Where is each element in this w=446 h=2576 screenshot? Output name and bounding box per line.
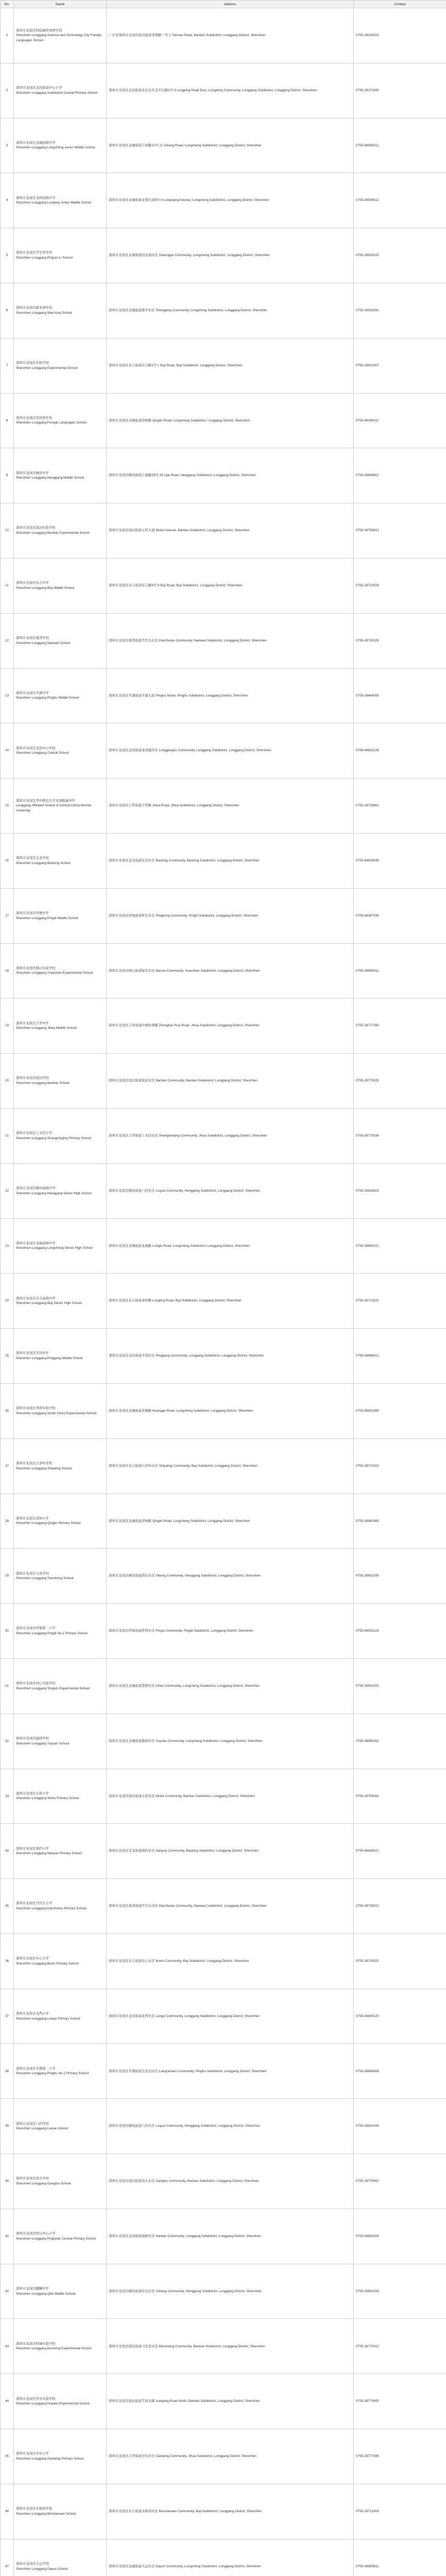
row-number: 8 bbox=[1, 393, 14, 448]
row-number: 36 bbox=[1, 1934, 14, 1989]
table-row bbox=[1, 2429, 446, 2484]
school-contact: 0755-28636912 bbox=[354, 448, 446, 503]
school-contact: 0755-28770025 bbox=[354, 1054, 446, 1109]
school-contact: 0755-84898012 bbox=[354, 1329, 446, 1384]
school-address: 深圳市龙岗区吉华街道吉华路 Jihua Road, Jihua Subdistrict, Longgang District, Shenzhen bbox=[107, 778, 354, 834]
row-number: 18 bbox=[1, 943, 14, 998]
school-contact: 0755-84831128 bbox=[354, 723, 446, 778]
table-row bbox=[1, 778, 446, 834]
table-row bbox=[1, 668, 446, 723]
row-number: 39 bbox=[1, 2099, 14, 2154]
row-number: 9 bbox=[1, 448, 14, 503]
school-address: 深圳市龙岗区宝龙街道南约社区 Nanyue Community, Baolong Subdistrict, Longgang District, Shenzhen bbox=[107, 1824, 354, 1879]
school-name: 深圳市龙岗区科城实验学校 Shenzhen Longgang Kecheng Experimental School bbox=[14, 2319, 107, 2374]
school-address: 深圳市龙岗区平湖街道平湖大街 Pinghu Street, Pinghu Subdistrict, Longgang District, Shenzhen bbox=[107, 668, 354, 723]
school-name: 深圳市龙岗区甘坑小学 Shenzhen Longgang Gankeng Primary School bbox=[14, 2429, 107, 2484]
row-number: 22 bbox=[1, 1163, 14, 1218]
school-name: 深圳市龙岗区南湾学校 Shenzhen Longgang Nanwan School bbox=[14, 613, 107, 668]
row-number: 24 bbox=[1, 1274, 14, 1329]
school-name: 深圳市龙岗区同心实验学校 Shenzhen Longgang Tongxin Experimental School bbox=[14, 1658, 107, 1714]
school-address: 深圳市龙岗区平湖街道良安田社区 Liang'antian Community, Pinghu Subdistrict, Longgang District, Shenzhen bbox=[107, 2044, 354, 2099]
table-row bbox=[1, 1108, 446, 1163]
school-contact: 0755-26220023 bbox=[354, 8, 446, 63]
school-name: 深圳市龙岗区横岗中学 Shenzhen Longgang Henggang Middle School bbox=[14, 448, 107, 503]
row-number: 43 bbox=[1, 2319, 14, 2374]
table-row bbox=[1, 338, 446, 393]
school-address: 深圳市龙岗区龙城街道龙福路 Longfu Road, Longcheng Subdistrict, Longgang District, Shenzhen bbox=[107, 1218, 354, 1274]
school-name: 深圳市龙岗区外国语学校 Shenzhen Longgang Foreign Languages School bbox=[14, 393, 107, 448]
row-number: 30 bbox=[1, 1604, 14, 1659]
school-address: 深圳市龙岗区布吉街道布吉路1号 1 Buji Road, Buji Subdistrict, Longgang District, Shenzhen bbox=[107, 338, 354, 393]
school-address: 深圳市龙岗区布吉街道石芽岭社区 Shiyaling Community, Buji Subdistrict, Longgang District, Shenzhen bbox=[107, 1438, 354, 1494]
table-row bbox=[1, 1879, 446, 1934]
row-number: 28 bbox=[1, 1494, 14, 1549]
school-name: 深圳市龙岗区坂田实验学校 Shenzhen Longgang Bantian Experimental School bbox=[14, 503, 107, 558]
row-number: 26 bbox=[1, 1383, 14, 1438]
school-name: 深圳市龙岗区坂田学校 Shenzhen Longgang Bantian School bbox=[14, 1054, 107, 1109]
row-number: 1 bbox=[1, 8, 14, 63]
school-address: 深圳市龙岗区龙城街道回龙埔社区 Huilongpu Community, Longcheng Subdistrict, Longgang District, Shenzhen bbox=[107, 228, 354, 283]
school-name: 深圳市龙岗区宝龙学校 Shenzhen Longgang Baolong School bbox=[14, 833, 107, 888]
school-contact: 0755-28759913 bbox=[354, 503, 446, 558]
school-contact: 0755-28777265 bbox=[354, 998, 446, 1054]
school-name: 深圳市龙岗区五和小学 Shenzhen Longgang Wuhe Primary School bbox=[14, 1769, 107, 1824]
school-address: 深圳市龙岗区龙岗街道龙西社区 Longxi Community, Longgang Subdistrict, Longgang District, Shenzhen bbox=[107, 1989, 354, 2044]
school-name: 深圳市龙岗区坪地第二小学 Shenzhen Longgang Pingdi No.2 Primary School bbox=[14, 1604, 107, 1659]
table-row bbox=[1, 1714, 446, 1769]
school-contact: 0755-28656011 bbox=[354, 943, 446, 998]
school-address: 深圳市龙岗区坂田街道岗头社区 Gangtou Community, Bantian Subdistrict, Longgang District, Shenzhen bbox=[107, 2154, 354, 2209]
school-address: 深圳市龙岗区布吉街道布心社区 Buxin Community, Buji Subdistrict, Longgang District, Shenzhen bbox=[107, 1934, 354, 1989]
school-name: 深圳市龙岗区丹竹头小学 Shenzhen Longgang Danzhutou Primary School bbox=[14, 1879, 107, 1934]
school-address: 深圳市龙岗区布吉街道布吉路8号 8 Buji Road, Buji Subdistrict, Longgang District, Shenzhen bbox=[107, 558, 354, 613]
school-address: 深圳市龙岗区坂田街道马安堂社区 Ma'antang Community, Bantian Subdistrict, Longgang District, Shenzhen bbox=[107, 2319, 354, 2374]
school-address: 深圳市龙岗区横岗街道西坑社区 Xikeng Community, Henggang Subdistrict, Longgang District, Shenzhen bbox=[107, 1549, 354, 1604]
table-body bbox=[1, 8, 446, 2576]
school-address: 深圳市龙岗区南湾街道丹竹头社区 Danzhutou Community, Nanwan Subdistrict, Longgang District, Shenzhen bbox=[107, 1879, 354, 1934]
table-row bbox=[1, 833, 446, 888]
school-address: 深圳市龙岗区龙岗街道南联社区 Nanlian Community, Longgang Subdistrict, Longgang District, Shenzhen bbox=[107, 2209, 354, 2264]
school-address: 深圳市龙岗区龙城街道清林路 Qinglin Road, Longcheng Subdistrict, Longgang District, Shenzhen bbox=[107, 393, 354, 448]
table-row bbox=[1, 1934, 446, 1989]
school-contact: 0755-28713022 bbox=[354, 1274, 446, 1329]
row-number: 42 bbox=[1, 2264, 14, 2319]
row-number: 17 bbox=[1, 888, 14, 943]
school-name: 深圳市龙岗区平湖中学 Shenzhen Longgang Pinghu Middle School bbox=[14, 668, 107, 723]
school-contact: 0755-84826021 bbox=[354, 1824, 446, 1879]
school-contact: 0755-84097036 bbox=[354, 888, 446, 943]
school-name: 深圳市龙岗区坪山中心小学 Shenzhen Longgang Pingshan Central Primary School bbox=[14, 2209, 107, 2264]
table-row bbox=[1, 1218, 446, 1274]
school-contact: 0755-28759262 bbox=[354, 1769, 446, 1824]
school-address: 深圳市龙岗区坪地街道坪西社区 Pingxi Community, Pingdi Subdistrict, Longgang District, Shenzhen bbox=[107, 1604, 354, 1659]
school-name: 深圳市龙岗区布吉高级中学 Shenzhen Longgang Buji Senior High School bbox=[14, 1274, 107, 1329]
school-contact: 0755-28955261 bbox=[354, 1714, 446, 1769]
school-address: 深圳市龙岗区龙城街道龙翔大道6号 6 Longxiang Avenue, Longcheng Subdistrict, Longgang District, Shenzhen bbox=[107, 173, 354, 228]
school-address: 深圳市龙岗区坪地街道坪东社区 Pingdong Community, Pingdi Subdistrict, Longgang District, Shenzhen bbox=[107, 888, 354, 943]
table-row bbox=[1, 723, 446, 778]
school-address: 深圳市龙岗区龙城街道黄阁路 Huangge Road, Longcheng Subdistrict, Longgang District, Shenzhen bbox=[107, 1383, 354, 1438]
header-contact: Contact bbox=[354, 1, 446, 8]
school-name: 深圳市龙岗区龙岗街道中心小学 Shenzhen Longgang Subdistrict Central Primary School bbox=[14, 63, 107, 118]
school-contact: 0755-28963365 bbox=[354, 1494, 446, 1549]
table-row bbox=[1, 2099, 446, 2154]
school-name: 深圳市龙岗区南约小学 Shenzhen Longgang Nanyue Primary School bbox=[14, 1824, 107, 1879]
table-row bbox=[1, 1824, 446, 1879]
table-row bbox=[1, 2374, 446, 2429]
school-name: 深圳市龙岗区布心小学 Shenzhen Longgang Buxin Primary School bbox=[14, 1934, 107, 1989]
table-row bbox=[1, 998, 446, 1054]
school-name: 深圳市龙岗区天成学校 Shenzhen Longgang Tiancheng School bbox=[14, 1549, 107, 1604]
school-name: 深圳市龙岗区上水径小学 Shenzhen Longgang Shangshuijing Primary School bbox=[14, 1108, 107, 1163]
table-row bbox=[1, 1163, 446, 1218]
header-name: Name bbox=[14, 1, 107, 8]
school-address: 深圳市龙岗区龙城街道盛平社区 Shengping Community, Longcheng Subdistrict, Longgang District, Shenzhen bbox=[107, 283, 354, 338]
school-name: 深圳市龙岗区平冈中学 Shenzhen Longgang Pinggang Middle School bbox=[14, 1329, 107, 1384]
school-name: 深圳市龙岗区科技城外国语学校 Shenzhen Longgang Science and Technology City Foreign Languages School bbox=[14, 8, 107, 63]
school-address: 深圳市龙岗区园山街道保安社区 Bao'an Community, Yuanshan Subdistrict, Longgang District, Shenzhen bbox=[107, 943, 354, 998]
table-row bbox=[1, 1274, 446, 1329]
row-number: 27 bbox=[1, 1438, 14, 1494]
school-contact: 0755-28633205 bbox=[354, 2099, 446, 2154]
school-contact: 0755-28602316 bbox=[354, 2264, 446, 2319]
school-name: 深圳市龙岗区平湖第二小学 Shenzhen Longgang Pinghu No.2 Primary School bbox=[14, 2044, 107, 2099]
table-row bbox=[1, 1054, 446, 1109]
row-number: 5 bbox=[1, 228, 14, 283]
table-row bbox=[1, 1658, 446, 1714]
row-number: 16 bbox=[1, 833, 14, 888]
school-address: 深圳市龙岗区龙城街道爱联社区 Ailian Community, Longcheng Subdistrict, Longgang District, Shenzhen bbox=[107, 1658, 354, 1714]
school-address: 深圳市龙岗区龙城街道愉园社区 Yuyuan Community, Longcheng Subdistrict, Longgang District, Shenzhen bbox=[107, 1714, 354, 1769]
table-row bbox=[1, 1383, 446, 1438]
school-contact: 0755-28777306 bbox=[354, 2429, 446, 2484]
school-name: 深圳市龙岗区麒麟中学 Shenzhen Longgang Qilin Middle School bbox=[14, 2264, 107, 2319]
table-row bbox=[1, 63, 446, 118]
school-address: 深圳市龙岗区坂田街道五和大道 Wuhe Avenue, Bantian Subdistrict, Longgang District, Shenzhen bbox=[107, 503, 354, 558]
row-number: 44 bbox=[1, 2374, 14, 2429]
school-contact: 0755-84829036 bbox=[354, 833, 446, 888]
school-contact: 0755-28730021 bbox=[354, 1879, 446, 1934]
school-address: 深圳市龙岗区龙岗街道龙岗墟社区 Longgangxu Community, Longgang Subdistrict, Longgang District, Shenzhen bbox=[107, 723, 354, 778]
school-contact: 0755-28770036 bbox=[354, 1108, 446, 1163]
table-row bbox=[1, 283, 446, 338]
school-name: 深圳市龙岗区石芽岭学校 Shenzhen Longgang Shiyaling School bbox=[14, 1438, 107, 1494]
school-address: 深圳市龙岗区布吉街道木棉湾社区 Mumianwan Community, Buji Subdistrict, Longgang District, Shenzhen bbox=[107, 2484, 354, 2539]
row-number: 20 bbox=[1, 1054, 14, 1109]
row-number: 21 bbox=[1, 1108, 14, 1163]
school-name: 深圳市龙岗区实验学校 Shenzhen Longgang Experimental School bbox=[14, 338, 107, 393]
school-contact: 0755-28770312 bbox=[354, 2319, 446, 2374]
table-row bbox=[1, 1329, 446, 1384]
school-address: 深圳市龙岗区吉华街道甘坑社区 Gankeng Community, Jihua Subdistrict, Longgang District, Shenzhen bbox=[107, 2429, 354, 2484]
school-contact: 0755-28936512 bbox=[354, 173, 446, 228]
row-number: 2 bbox=[1, 63, 14, 118]
row-number: 38 bbox=[1, 2044, 14, 2099]
school-name: 深圳市龙岗区龙西小学 Shenzhen Longgang Longxi Primary School bbox=[14, 1989, 107, 2044]
school-name: 深圳市龙岗区清林小学 Shenzhen Longgang Qinglin Primary School bbox=[14, 1494, 107, 1549]
table-row bbox=[1, 2154, 446, 2209]
school-name: 深圳市龙岗区龙城初级中学 Shenzhen Longgang Longcheng Junior Middle School bbox=[14, 118, 107, 173]
table-row bbox=[1, 1989, 446, 2044]
school-contact: 0755-28468005 bbox=[354, 668, 446, 723]
row-number: 41 bbox=[1, 2209, 14, 2264]
school-name: 深圳市龙岗区木棉湾学校 Shenzhen Longgang Mumianwan School bbox=[14, 2484, 107, 2539]
school-address: 广东省深圳市龙岗区坂田街道李朗路一号 1 Tiannan Road, Bantian Subdistrict, Longgang District, Shenzhen bbox=[107, 8, 354, 63]
row-number: 10 bbox=[1, 503, 14, 558]
row-number: 14 bbox=[1, 723, 14, 778]
table-row bbox=[1, 2319, 446, 2374]
table-row bbox=[1, 393, 446, 448]
school-name: 深圳市龙岗区龙岭初级中学 Shenzhen Longgang Longling Junior Middle School bbox=[14, 173, 107, 228]
table-row bbox=[1, 2264, 446, 2319]
school-contact: 0755-28729961 bbox=[354, 778, 446, 834]
school-address: 深圳市龙岗区龙城街道大运社区 Dayun Community, Longcheng Subdistrict, Longgang District, Shenzhen bbox=[107, 2539, 354, 2576]
school-name: 深圳市龙岗区园山实验学校 Shenzhen Longgang Yuanshan Experimental School bbox=[14, 943, 107, 998]
school-contact: 0755-84832209 bbox=[354, 2209, 446, 2264]
school-address: 深圳市龙岗区横岗街道六约社区 Liuyue Community, Henggang Subdistrict, Longgang District, Shenzhen bbox=[107, 1163, 354, 1218]
table-row bbox=[1, 448, 446, 503]
table-row bbox=[1, 8, 446, 63]
school-address: 深圳市龙岗区横岗街道力嘉路28号 28 Lijia Road, Henggang Subdistrict, Longgang District, Shenzhen bbox=[107, 448, 354, 503]
school-contact: 0755-28912007 bbox=[354, 338, 446, 393]
row-number: 15 bbox=[1, 778, 14, 834]
school-name: 深圳市龙岗区平安里学校 Shenzhen Longgang Ping'an Li School bbox=[14, 228, 107, 283]
school-address: 深圳市龙岗区坂田街道五和社区 Wuhe Community, Bantian Subdistrict, Longgang District, Shenzhen bbox=[107, 1769, 354, 1824]
table-row bbox=[1, 888, 446, 943]
school-contact: 0755-84260011 bbox=[354, 393, 446, 448]
header-address: Address bbox=[107, 1, 354, 8]
school-address: 深圳市龙岗区布吉街道龙岭路 Longling Road, Buji Subdistrict, Longgang District, Shenzhen bbox=[107, 1274, 354, 1329]
table-row bbox=[1, 503, 446, 558]
school-address: 深圳市龙岗区龙岗街道龙东社区龙平东路3号 3 Longping Road East, Longdong Community, Longgang Subdistrict, Longgang District, Shenzhen bbox=[107, 63, 354, 118]
row-number: 47 bbox=[1, 2539, 14, 2576]
school-name: 深圳市龙岗区龙岗中心学校 Shenzhen Longgang Central School bbox=[14, 723, 107, 778]
table-row bbox=[1, 173, 446, 228]
school-contact: 0755-28770561 bbox=[354, 2154, 446, 2209]
row-number: 45 bbox=[1, 2429, 14, 2484]
school-name: 深圳市龙岗区新亚洲学校 Shenzhen Longgang New Asia School bbox=[14, 283, 107, 338]
table-row bbox=[1, 228, 446, 283]
school-contact: 0755-28920033 bbox=[354, 228, 446, 283]
row-number: 31 bbox=[1, 1658, 14, 1714]
school-address: 深圳市龙岗区吉华街道上水径社区 Shangshuijing Community, Jihua Subdistrict, Longgang District, Shenzhen bbox=[107, 1108, 354, 1163]
school-contact: 0755-28372445 bbox=[354, 63, 446, 118]
school-contact: 0755-28770201 bbox=[354, 1438, 446, 1494]
row-number: 23 bbox=[1, 1218, 14, 1274]
table-row bbox=[1, 1494, 446, 1549]
school-contact: 0755-28710026 bbox=[354, 558, 446, 613]
table-header-row bbox=[1, 1, 446, 8]
school-address: 深圳市龙岗区龙城街道清林路 Qinglin Road, Longcheng Subdistrict, Longgang District, Shenzhen bbox=[107, 1494, 354, 1549]
row-number: 6 bbox=[1, 283, 14, 338]
row-number: 29 bbox=[1, 1549, 14, 1604]
row-number: 33 bbox=[1, 1769, 14, 1824]
table-row bbox=[1, 2539, 446, 2576]
school-contact: 0755-28770405 bbox=[354, 2374, 446, 2429]
school-contact: 0755-28950611 bbox=[354, 2539, 446, 2576]
row-number: 34 bbox=[1, 1824, 14, 1879]
school-address: 深圳市龙岗区龙岗街道平冈社区 Pinggang Community, Longgang Subdistrict, Longgang District, Shenzhen bbox=[107, 1329, 354, 1384]
table-row bbox=[1, 943, 446, 998]
school-contact: 0755-28468306 bbox=[354, 2044, 446, 2099]
row-number: 32 bbox=[1, 1714, 14, 1769]
school-contact: 0755-28713305 bbox=[354, 2484, 446, 2539]
row-number: 4 bbox=[1, 173, 14, 228]
school-name: 深圳市龙岗区布吉中学 Shenzhen Longgang Buji Middle School bbox=[14, 558, 107, 613]
school-name: 深圳市龙岗区华为实验学校 Shenzhen Longgang Huawei Experimental School bbox=[14, 2374, 107, 2429]
school-contact: 0755-28453202 bbox=[354, 1658, 446, 1714]
school-name: 深圳市龙岗区横岗高级中学 Shenzhen Longgang Henggang Senior High School bbox=[14, 1163, 107, 1218]
school-name: 深圳市龙岗区岗头学校 Shenzhen Longgang Gangtou School bbox=[14, 2154, 107, 2209]
school-name: 深圳市龙岗区龙城高级中学 Shenzhen Longgang Longcheng Senior High School bbox=[14, 1218, 107, 1274]
school-address: 深圳市龙岗区吉华街道中海怡翠路 Zhonghai Yicui Road, Jihua Subdistrict, Longgang District, Shenzhen bbox=[107, 998, 354, 1054]
school-name: 深圳市龙岗区大运学校 Shenzhen Longgang Dayun School bbox=[14, 2539, 107, 2576]
row-number: 46 bbox=[1, 2484, 14, 2539]
row-number: 13 bbox=[1, 668, 14, 723]
table-row bbox=[1, 2044, 446, 2099]
school-contact: 0755-28950221 bbox=[354, 1218, 446, 1274]
school-address: 深圳市龙岗区坂田街道雪岗北路 Xuegang Road North, Bantian Subdistrict, Longgang District, Shenzhen bbox=[107, 2374, 354, 2429]
row-number: 40 bbox=[1, 2154, 14, 2209]
row-number: 3 bbox=[1, 118, 14, 173]
school-name: 深圳市龙岗区六约学校 Shenzhen Longgang Liuyue School bbox=[14, 2099, 107, 2154]
school-address: 深圳市龙岗区横岗街道六约社区 Liuyue Community, Henggang Subdistrict, Longgang District, Shenzhen bbox=[107, 2099, 354, 2154]
school-contact: 0755-28730325 bbox=[354, 613, 446, 668]
row-number: 12 bbox=[1, 613, 14, 668]
school-contact: 0755-89932365 bbox=[354, 1383, 446, 1438]
school-address: 深圳市龙岗区南湾街道丹竹头社区 Danzhutou Community, Nanwan Subdistrict, Longgang District, Shenzhen bbox=[107, 613, 354, 668]
table-row bbox=[1, 118, 446, 173]
table-row bbox=[1, 1438, 446, 1494]
school-contact: 0755-84091123 bbox=[354, 1604, 446, 1659]
row-number: 19 bbox=[1, 998, 14, 1054]
school-address: 深圳市龙岗区龙城街道吉祥路21号 21 Jixiang Road, Longcheng Subdistrict, Longgang District, Shenzhen bbox=[107, 118, 354, 173]
school-name: 深圳市龙岗区华南实验学校 Shenzhen Longgang South China Experimental School bbox=[14, 1383, 107, 1438]
row-number: 35 bbox=[1, 1879, 14, 1934]
school-contact: 0755-28933261 bbox=[354, 283, 446, 338]
row-number: 37 bbox=[1, 1989, 14, 2044]
row-number: 25 bbox=[1, 1329, 14, 1384]
table-row bbox=[1, 1769, 446, 1824]
table-row bbox=[1, 2484, 446, 2539]
table-row bbox=[1, 1549, 446, 1604]
school-contact: 0755-84560012 bbox=[354, 118, 446, 173]
school-address: 深圳市龙岗区坂田街道坂田社区 Bantian Community, Bantian Subdistrict, Longgang District, Shenzhen bbox=[107, 1054, 354, 1109]
school-contact: 0755-28602205 bbox=[354, 1549, 446, 1604]
table-row bbox=[1, 1604, 446, 1659]
school-name: 深圳市龙岗区坪地中学 Shenzhen Longgang Pingdi Middle School bbox=[14, 888, 107, 943]
header-no: No. bbox=[1, 1, 14, 8]
row-number: 7 bbox=[1, 338, 14, 393]
row-number: 11 bbox=[1, 558, 14, 613]
school-contact: 0755-84830125 bbox=[354, 1989, 446, 2044]
table-row bbox=[1, 558, 446, 613]
school-name: 深圳市龙岗区吉华中学 Shenzhen Longgang Jihua Middle School bbox=[14, 998, 107, 1054]
school-contact: 0755-28633601 bbox=[354, 1163, 446, 1218]
school-name: 深圳市龙岗区华中师范大学龙岗附属中学 Longgang Affiliated School of Central China Normal University bbox=[14, 778, 107, 834]
school-name: 深圳市龙岗区愉园学校 Shenzhen Longgang Yuyuan School bbox=[14, 1714, 107, 1769]
school-contact: 0755-28710522 bbox=[354, 1934, 446, 1989]
school-address: 深圳市龙岗区横岗街道安良社区 Anliang Community, Henggang Subdistrict, Longgang District, Shenzhen bbox=[107, 2264, 354, 2319]
table-row bbox=[1, 2209, 446, 2264]
school-address: 深圳市龙岗区宝龙街道宝龙社区 Baolong Community, Baolong Subdistrict, Longgang District, Shenzhen bbox=[107, 833, 354, 888]
table-row bbox=[1, 613, 446, 668]
